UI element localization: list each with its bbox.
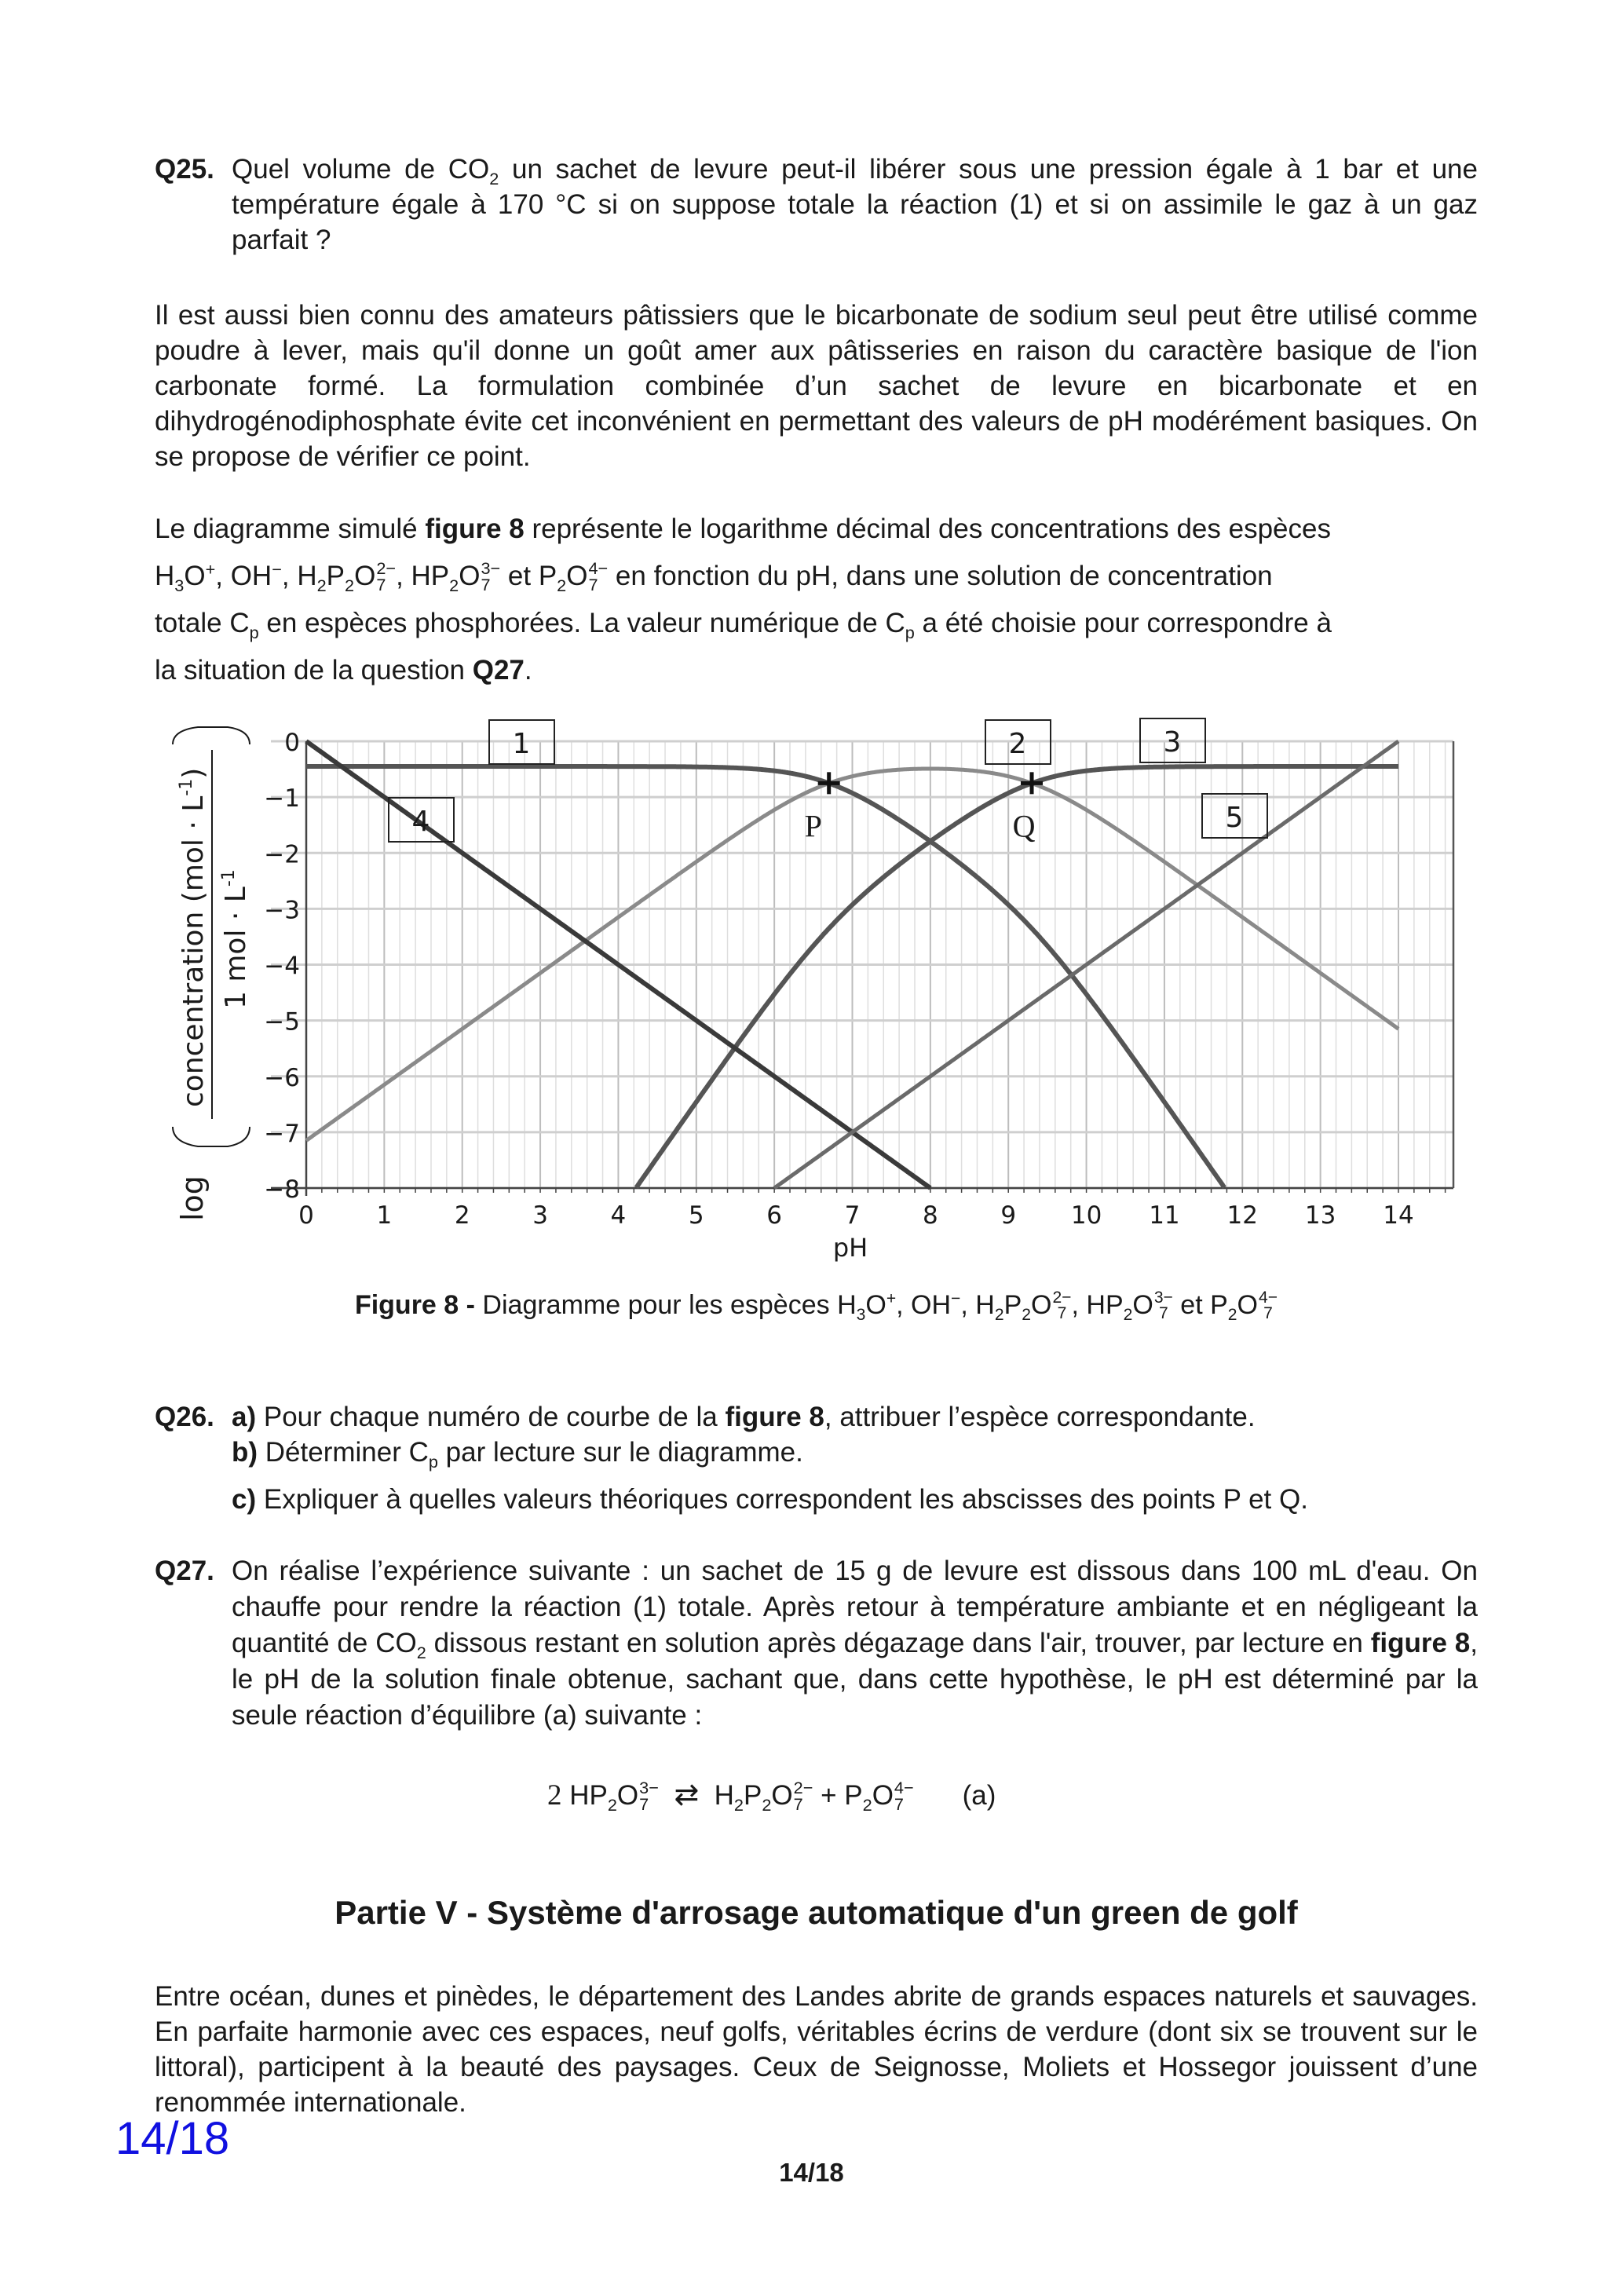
q25-label: Q25. xyxy=(155,154,214,185)
page-footer: 14/18 xyxy=(779,2158,844,2187)
page-number-annotation: 14/18 xyxy=(115,2113,230,2164)
y-axis-label-log: log xyxy=(175,1175,210,1221)
x-tick-label: 12 xyxy=(1226,1201,1259,1230)
question-q27: Q27. On réalise l’expérience suivante : un sachet de 15 g de levure est dissous dans 100 mL d'eau. On chauffe pour rendre la réaction (1) totale. Après retour à température ambiante et en négligeant la quantité de $CO_2$ dissous restant en solution après dégazage dans l'air, trouver, par lecture en figure 8, le pH de la solution finale obtenue, sachant que, dans cette hypothèse, le pH est déterminé par la seule réaction d’équilibre (a) suivante : xyxy=(155,1553,1478,1734)
q27-ref: Q27 xyxy=(472,655,525,686)
svg-text:1: 1 xyxy=(512,728,531,760)
y-tick-label: −2 xyxy=(264,840,300,869)
species-h2p2o7: $H_2P_2O$ 2− 7 xyxy=(297,558,397,595)
q26-a: a) Pour chaque numéro de courbe de la figure 8, attribuer l’espèce correspondante. xyxy=(232,1402,1256,1432)
x-tick-label: 6 xyxy=(766,1201,783,1230)
part-v-paragraph: Entre océan, dunes et pinèdes, le département des Landes abrite de grands espaces naturels et sauvages. En parfaite harmonie avec ces espaces, neuf golfs, véritables écrins de verdure (dont six se trouvent sur le littoral), participent à la beauté des paysages. Ceux de Seignosse, Moliets et Hossegor jouissent d’une renommée internationale. xyxy=(155,1981,1478,2118)
x-tick-label: 10 xyxy=(1070,1201,1102,1230)
y-tick-label: −3 xyxy=(264,896,300,925)
svg-text:2: 2 xyxy=(1008,728,1027,760)
x-axis-label: pH xyxy=(832,1233,868,1263)
x-tick-label: 5 xyxy=(688,1201,704,1230)
y-tick-label: −5 xyxy=(264,1007,300,1036)
y-tick-label: −6 xyxy=(264,1063,300,1092)
q26-label: Q26. xyxy=(155,1402,214,1432)
x-tick-label: 2 xyxy=(454,1201,470,1230)
paragraph-bicarbonate: Il est aussi bien connu des amateurs pâtissiers que le bicarbonate de sodium seul peut être utilisé comme poudre à lever, mais qu'il donne un goût amer aux pâtisseries en raison du caractère basique de l'ion carbonate formé. La formulation combinée d’un sachet de levure en bicarbonate et en dihydrogénodiphosphate évite cet inconvénient en permettant des valeurs de pH modérément basiques. On se propose de vérifier ce point. xyxy=(155,300,1478,472)
y-tick-label: −7 xyxy=(264,1119,300,1148)
species-hp2o7: $HP_2O$ 3− 7 xyxy=(411,558,501,595)
y-tick-label: −1 xyxy=(264,784,300,813)
species-h3o: $H_3O^+$ xyxy=(155,559,216,595)
y-tick-label: 0 xyxy=(284,729,300,757)
question-q26 xyxy=(155,1399,1478,1517)
y-axis-label-denominator: 1 mol · $L^{-1}$ xyxy=(219,869,252,1009)
y-tick-label: −4 xyxy=(264,952,300,981)
q27-label: Q27. xyxy=(155,1556,214,1586)
y-tick-label: −8 xyxy=(264,1175,300,1204)
figure-8-chart xyxy=(149,715,1484,1280)
x-tick-label: 9 xyxy=(1000,1201,1017,1230)
point-label-Q: Q xyxy=(1012,808,1036,844)
q26-b: b) Déterminer $C_p$ par lecture sur le diagramme. xyxy=(232,1437,803,1472)
x-tick-label: 3 xyxy=(532,1201,548,1230)
co2-formula: $CO_2$ xyxy=(448,154,499,188)
part-v-title: Partie V - Système d'arrosage automatique d'un green de golf xyxy=(334,1894,1298,1931)
svg-text:3: 3 xyxy=(1163,726,1182,759)
point-label-P: P xyxy=(804,808,822,844)
species-p2o7: $P_2O$ 4− 7 xyxy=(538,558,609,595)
question-q25 xyxy=(155,152,1478,258)
svg-text:4: 4 xyxy=(411,806,430,838)
q25-body: Quel volume de $CO_2$ un sachet de levure peut-il libérer sous une pression égale à 1 bar et une température égale à 170 °C si on suppose totale la réaction (1) et si on assimile le gaz à un gaz parfait ? xyxy=(232,154,1478,255)
svg-text:5: 5 xyxy=(1225,802,1244,834)
equilibrium-equation-a: 2 $HP_2O$ 3− 7 ⇄ $H_2P_2O$ 2− 7 + $P_2O$ 4− 7 (a) xyxy=(547,1777,996,1815)
x-tick-label: 14 xyxy=(1383,1201,1414,1230)
x-tick-label: 13 xyxy=(1304,1201,1336,1230)
equilibrium-arrow-icon: ⇄ xyxy=(674,1777,700,1812)
paragraph-diagram: Le diagramme simulé figure 8 représente le logarithme décimal des concentrations des espèces $H_3O^+$, OH−, $H_2P_2O$ 2− 7 , $HP_2O$ 3− 7 et $P_2O$ 4− 7 en fonction du pH, dans une solution de concentration totale $C_p$ en espèces phosphorées. La valeur numérique de $C_p$ a été choisie pour correspondre à la situation de la question Q27. xyxy=(155,514,1332,686)
y-axis-label-numerator: concentration $(mol \cdot L^{-1})$ xyxy=(177,767,210,1107)
x-tick-label: 4 xyxy=(610,1201,627,1230)
chart-canvas xyxy=(149,715,1484,1280)
figure-ref: figure 8 xyxy=(425,514,525,544)
x-tick-label: 8 xyxy=(922,1201,938,1230)
x-tick-label: 11 xyxy=(1149,1201,1180,1230)
x-tick-label: 7 xyxy=(844,1201,861,1230)
figure-8-caption: Figure 8 - Diagramme pour les espèces $H_3O^+$, OH−, $H_2P_2O$ 2− 7 , $HP_2O$ 3− 7 et $P_2O$ 4− 7 xyxy=(354,1289,1278,1324)
x-tick-label: 1 xyxy=(376,1201,393,1230)
q26-c: c) Expliquer à quelles valeurs théoriques correspondent les abscisses des points P et Q. xyxy=(232,1484,1308,1515)
species-oh: OH− xyxy=(230,559,282,591)
x-tick-label: 0 xyxy=(298,1201,314,1230)
